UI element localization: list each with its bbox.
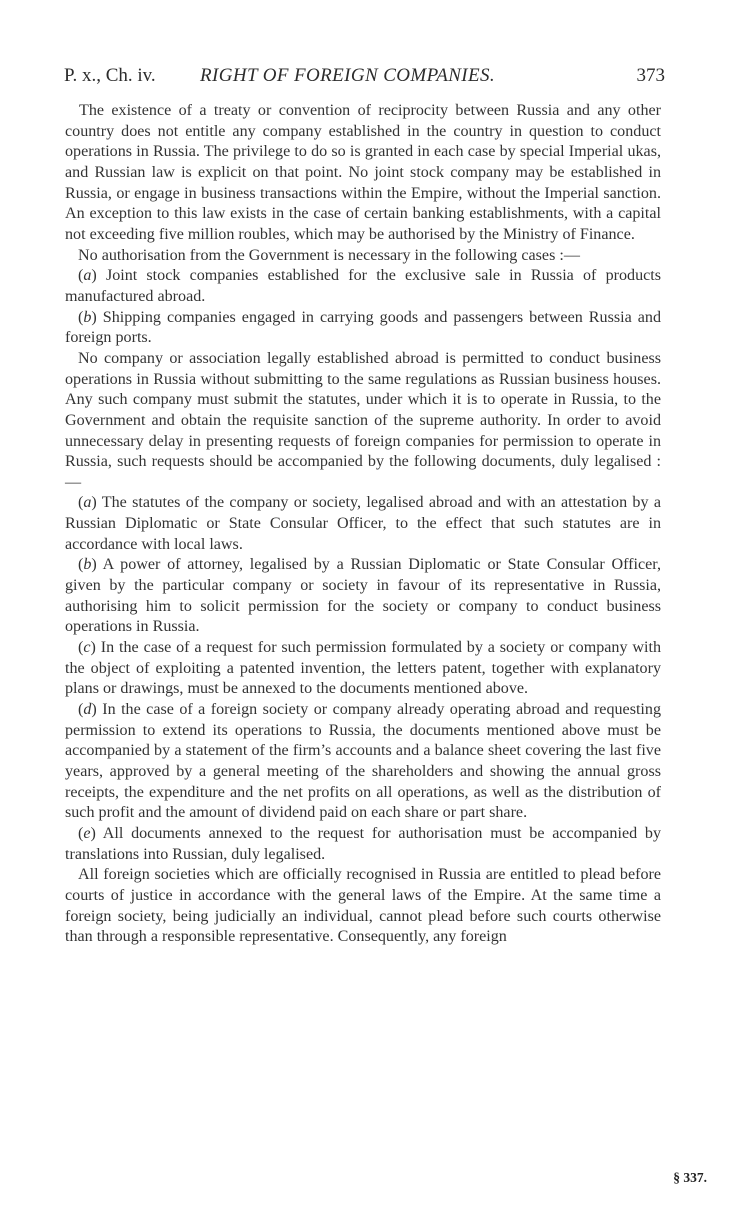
list-item: (b) Shipping companies engaged in carrying goods and passengers between Russia and foreign ports. <box>65 308 661 347</box>
list-item: (e) All documents annexed to the request for authorisation must be accompanied by translations into Russian, duly legalised. <box>65 824 661 863</box>
paragraph: No authorisation from the Government is necessary in the following cases :— <box>78 246 580 264</box>
page-number: 373 <box>636 65 665 86</box>
paragraph: No company or association legally established abroad is permitted to conduct business operations in Russia without submitting to the same regulations as Russian business houses. Any such company must submit the statutes, under which it is to operate in Russia, to the Government and obtain the requisite sanction of the supreme authority. In order to avoid unnecessary delay in presenting requests of foreign companies for permission to operate in Russia, such requests should be accompanied by the following documents, duly legalised :— <box>65 349 661 491</box>
list-item: (c) In the case of a request for such permission formulated by a society or company with the object of exploiting a patented invention, the letters patent, together with explanatory plans or drawings, must be annexed to the documents mentioned above. <box>65 639 661 698</box>
list-item: (a) Joint stock companies established for the exclusive sale in Russia of products manufactured abroad. <box>65 267 661 305</box>
list-item: (d) In the case of a foreign society or company already operating abroad and requesting permission to extend its operations to Russia, the documents mentioned above must be accompanied by a statement of the firm’s accounts and a balance sheet covering the last five years, approved by a general meeting of the shareholders and showing the annual gross receipts, the expenditure and the net profits on all operations, as well as the distribution of such profit and the amount of dividend paid on each share or part share. <box>65 701 661 822</box>
paragraph: All foreign societies which are officially recognised in Russia are entitled to plead before courts of justice in accordance with the general laws of the Empire. At the same time a foreign society, being judicially an individual, cannot plead before such courts otherwise than through a responsible representative. Consequently, any foreign <box>65 866 661 946</box>
paragraph: The existence of a treaty or convention of reciprocity between Russia and any other country does not entitle any company established in the country in question to conduct operations in Russia. The privilege to do so is granted in each case by special Imperial ukas, and Russian law is explicit on that point. No joint stock company may be established in Russia, or engage in business transactions within the Empire, without the Imperial sanction. An exception to this law exists in the case of certain banking establishments, with a capital not exceeding five million roubles, which may be authorised by the Ministry of Finance. <box>65 102 661 243</box>
body-text <box>65 101 661 948</box>
running-title: RIGHT OF FOREIGN COMPANIES. <box>200 65 496 86</box>
running-header <box>64 64 665 88</box>
list-item: (b) A power of attorney, legalised by a Russian Diplomatic or State Consular Officer, given by the particular company or society in favour of its representative in Russia, authorising him to solicit permission for the society or company to conduct business operations in Russia. <box>65 556 661 636</box>
section-marker: § 337. <box>673 1170 707 1185</box>
list-item: (a) The statutes of the company or society, legalised abroad and with an attestation by a Russian Diplomatic or State Consular Officer, to the effect that such statutes are in accordance with local laws. <box>65 494 661 553</box>
chapter-reference: P. x., Ch. iv. <box>64 65 156 86</box>
